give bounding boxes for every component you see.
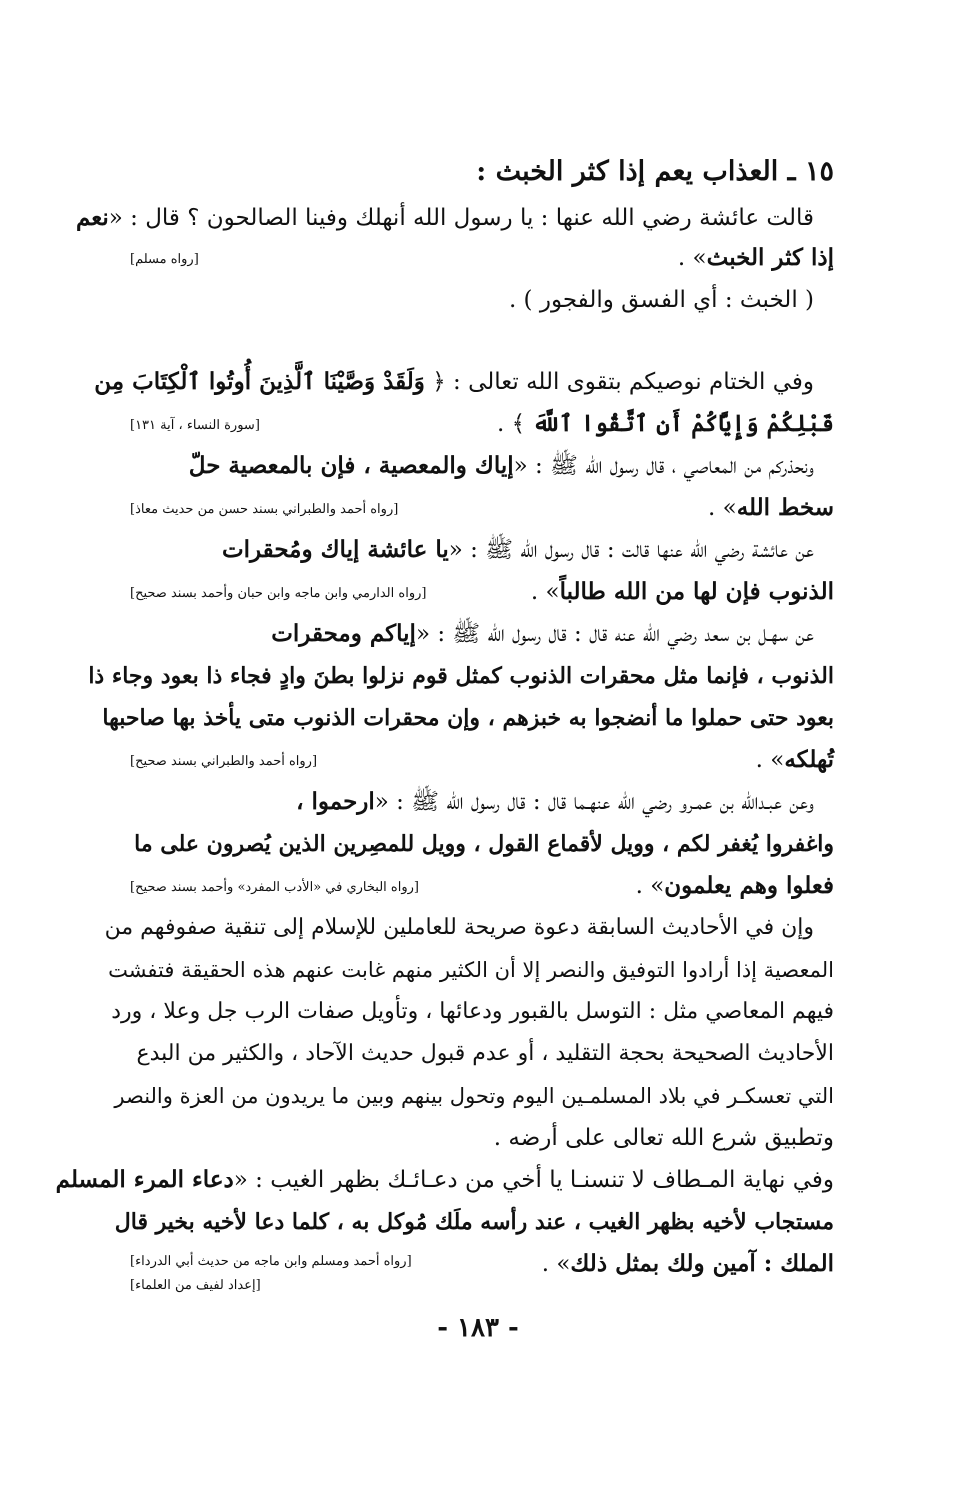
text: » . bbox=[530, 579, 560, 605]
text: وعن عبـدالله بن عمـرو رضي الله عنهـما قال : قال رسول الله ﷺ : « bbox=[374, 789, 814, 815]
text: » . bbox=[755, 747, 785, 773]
text-line bbox=[75, 198, 834, 238]
hadith-text: إياكم ومحقرات bbox=[271, 620, 416, 647]
source-citation: [رواه البخاري في «الأدب المفرد» وأحمد بسند صحيح] bbox=[130, 880, 419, 895]
section-heading: ١٥ ـ العذاب يعم إذا كثر الخبث : bbox=[476, 156, 834, 187]
hadith-text: مستجاب لأخيه بظهر الغيب ، عند رأسه ملَك مُوكل به ، كلما دعا لأخيه بخير قال bbox=[114, 1209, 834, 1235]
text: قالت عائشة رضي الله عنها : يا رسول الله أنهلك وفينا الصالحون ؟ قال : « bbox=[108, 205, 814, 231]
text-line bbox=[55, 1160, 834, 1200]
hadith-text: واغفروا يُغفر لكم ، وويل لأقماع القول ، وويل للمصِرين الذين يُصرون على ما bbox=[134, 831, 834, 857]
text: وفي الختام نوصيكم بتقوى الله تعالى : ﴿ bbox=[424, 369, 814, 395]
hadith-text: إذا كثر الخبث bbox=[706, 244, 834, 271]
hadith-text: الملك : آمين ولك بمثل ذلك bbox=[570, 1250, 834, 1277]
text-line bbox=[122, 782, 834, 822]
text-line: ( الخبث : أي الفسق والفجور ) . bbox=[508, 287, 814, 313]
hadith-text: دعاء المرء المسلم bbox=[55, 1166, 234, 1193]
quran-verse: وَلَقَدْ وَصَّيْنَا ٱلَّذِينَ أُوتُوا ٱلْكِتَابَ مِن bbox=[94, 368, 425, 395]
text: » . bbox=[707, 495, 737, 521]
text-line bbox=[122, 238, 834, 278]
source-citation: [رواه مسلم] bbox=[130, 252, 199, 267]
text-line: التي تعسكـر في بلاد المسلمـين اليوم وتحول بينهم وبين ما يريدون من العزة والنصر bbox=[114, 1084, 834, 1108]
hadith-text: نعم bbox=[75, 204, 109, 231]
source-citation: [رواه أحمد ومسلم وابن ماجه من حديث أبي الدرداء] bbox=[130, 1254, 412, 1269]
hadith-text: إياك والمعصية ، فإن بالمعصية حلّ bbox=[188, 452, 514, 479]
text-line bbox=[122, 446, 834, 486]
page-number: - ١٨٣ - bbox=[437, 1313, 519, 1343]
text-line: المعصية إذا أرادوا التوفيق والنصر إلا أن الكثير منهم غابت عنهم هذه الحقيقة فتفشت bbox=[108, 958, 834, 982]
source-citation: [رواه أحمد والطبراني بسند حسن من حديث معاذ] bbox=[130, 502, 399, 517]
hadith-text: فعلوا وهم يعلمون bbox=[664, 872, 834, 899]
preparer-credit: [إعداد لفيف من العلماء] bbox=[130, 1278, 261, 1293]
hadith-text: الذنوب فإن لها من الله طالباً bbox=[559, 578, 834, 605]
hadith-text: تُهلكه bbox=[784, 746, 834, 773]
text: ونحذركم من المعاصي ، قال رسول الله ﷺ : « bbox=[513, 453, 814, 479]
text: » . bbox=[677, 245, 707, 271]
text-line bbox=[122, 530, 834, 570]
text: » . bbox=[541, 1251, 571, 1277]
source-citation: [رواه أحمد والطبراني بسند صحيح] bbox=[130, 754, 318, 769]
text: عن عائشة رضي الله عنها قالت : قال رسول الله ﷺ : « bbox=[448, 537, 814, 563]
text-line bbox=[122, 614, 834, 654]
hadith-text: بعود حتى حملوا ما أنضجوا به خبزهم ، وإن محقرات الذنوب متى يأخذ بها صاحبها bbox=[102, 705, 834, 731]
hadith-text: ارحموا ، bbox=[296, 788, 375, 815]
text: ﴾ . bbox=[497, 411, 533, 437]
hadith-text: سخط الله bbox=[736, 494, 834, 521]
source-citation: [سورة النساء ، آية ١٣١] bbox=[130, 418, 260, 433]
source-citation: [رواه الدارمي وابن ماجه وابن حبان وأحمد بسند صحيح] bbox=[130, 586, 427, 601]
text: » . bbox=[635, 873, 665, 899]
text-line: الأحاديث الصحيحة بحجة التقليد ، أو عدم قبول حديث الآحاد ، والكثير من البدع bbox=[136, 1041, 834, 1066]
hadith-text: يا عائشة إياك ومُحقرات bbox=[221, 536, 449, 563]
text: عن سهـل بن سعد رضي الله عنه قال : قال رسول الله ﷺ : « bbox=[415, 621, 814, 647]
text-line bbox=[94, 362, 834, 402]
text-line: وإن في الأحاديث السابقة دعوة صريحة للعاملين للإسلام إلى تنقية صفوفهم من bbox=[104, 915, 814, 940]
text: وفي نهاية المـطاف لا تنسنـا يا أخي من دعـائـك بظهر الغيب : « bbox=[233, 1167, 834, 1193]
quran-verse: قَبْلِكُمْ وَإِيَّاكُمْ أَنِ ٱتَّقُوا ٱللَّهَ bbox=[532, 410, 834, 437]
text-line: وتطبيق شرع الله تعالى على أرضه . bbox=[493, 1125, 834, 1151]
hadith-text: الذنوب ، فإنما مثل محقرات الذنوب كمثل قوم نزلوا بطنَ وادٍ فجاء ذا بعود وجاء ذا bbox=[88, 663, 834, 689]
text-line: فيهم المعاصي مثل : التوسل بالقبور ودعائها ، وتأويل صفات الرب جل وعلا ، ورد bbox=[111, 999, 834, 1024]
